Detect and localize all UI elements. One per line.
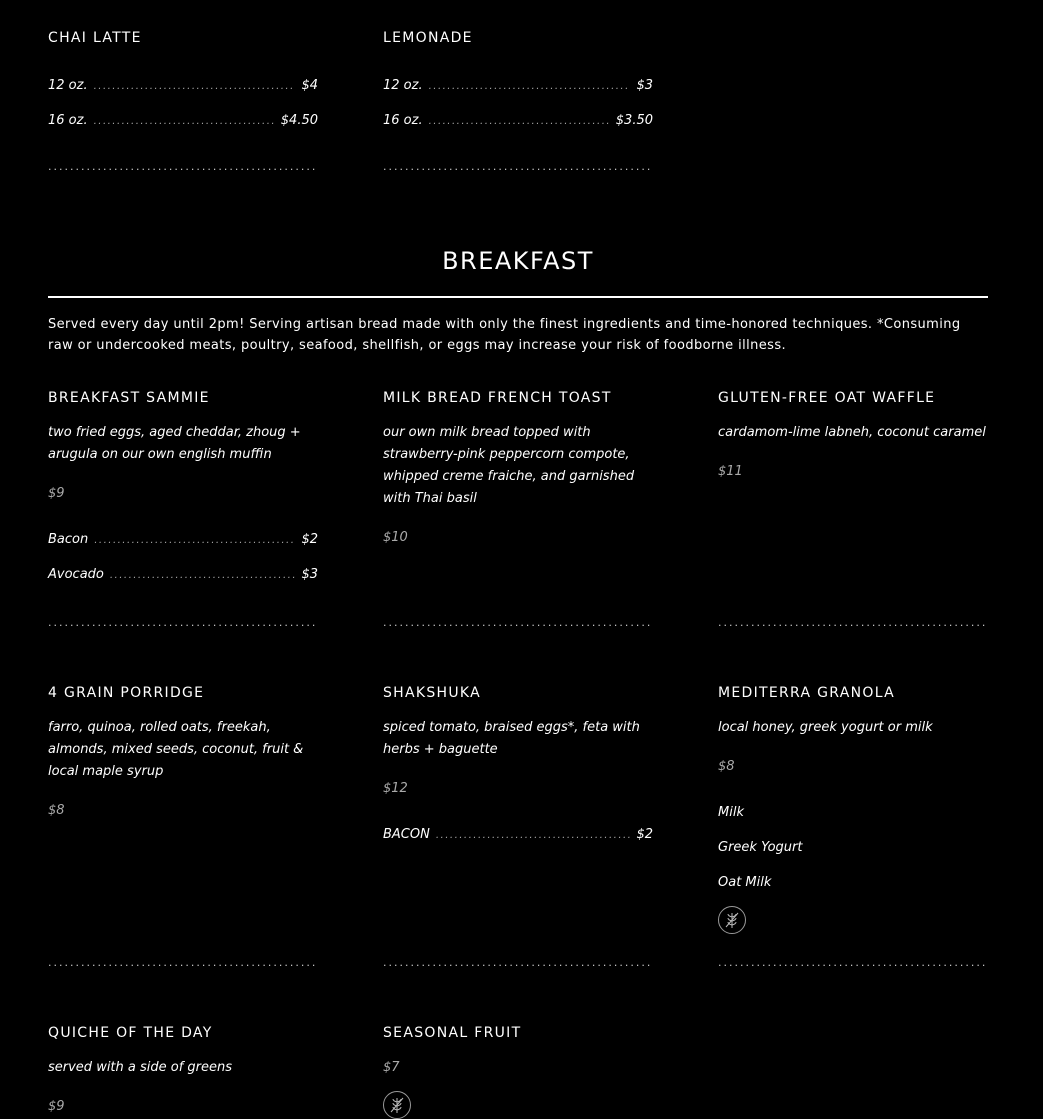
item-title: MILK BREAD FRENCH TOAST bbox=[383, 390, 612, 406]
menu-item-mediterra-granola bbox=[718, 684, 988, 934]
menu-item-breakfast-sammie bbox=[48, 389, 318, 601]
menu-item-lemonade bbox=[383, 29, 653, 147]
item-price: $8 bbox=[48, 803, 65, 818]
dotted-divider bbox=[383, 616, 653, 630]
menu-item-chai-latte bbox=[48, 29, 318, 147]
item-price: $7 bbox=[383, 1060, 400, 1075]
item-description: served with a side of greens bbox=[48, 1060, 233, 1075]
menu-item-seasonal-fruit bbox=[383, 1024, 653, 1119]
item-description: two fried eggs, aged cheddar, zhoug + arugula on our own english muffin bbox=[48, 425, 301, 462]
dotted-divider bbox=[383, 956, 653, 970]
item-title: SHAKSHUKA bbox=[383, 685, 482, 701]
item-price: $11 bbox=[718, 464, 743, 479]
item-title: BREAKFAST SAMMIE bbox=[48, 390, 210, 406]
item-price: $10 bbox=[383, 530, 408, 545]
section-title: BREAKFAST bbox=[442, 247, 594, 275]
choice-option: Oat Milk bbox=[718, 875, 772, 890]
dotted-divider bbox=[718, 616, 988, 630]
addon-option: BACON ..... $2 bbox=[383, 826, 653, 844]
menu-item-shakshuka bbox=[383, 684, 653, 861]
choice-option: Milk bbox=[718, 805, 744, 820]
item-title: LEMONADE bbox=[383, 30, 473, 46]
item-description: spiced tomato, braised eggs*, feta with herbs + baguette bbox=[383, 720, 640, 757]
gluten-free-icon bbox=[718, 906, 746, 934]
gluten-free-icon bbox=[383, 1091, 411, 1119]
menu-item-milk-bread-french-toast bbox=[383, 389, 653, 547]
item-description: cardamom-lime labneh, coconut caramel bbox=[718, 425, 986, 440]
menu-item-quiche-of-the-day bbox=[48, 1024, 318, 1116]
dotted-divider bbox=[48, 160, 318, 174]
addon-option: Bacon ..... $2 bbox=[48, 531, 318, 549]
item-title: 4 GRAIN PORRIDGE bbox=[48, 685, 205, 701]
size-option: 12 oz. ..... $4 bbox=[48, 77, 318, 95]
section-rule bbox=[48, 296, 988, 298]
menu-item-gluten-free-oat-waffle bbox=[718, 389, 988, 481]
menu-item-4-grain-porridge bbox=[48, 684, 318, 820]
item-description: our own milk bread topped with strawberry-pink peppercorn compote, whipped creme fraiche, and garnished with Thai basil bbox=[383, 425, 635, 506]
dotted-divider bbox=[48, 616, 318, 630]
dotted-divider bbox=[383, 160, 653, 174]
size-option: 16 oz. ..... $4.50 bbox=[48, 112, 318, 130]
dotted-divider bbox=[48, 956, 318, 970]
item-price: $9 bbox=[48, 486, 65, 501]
item-title: CHAI LATTE bbox=[48, 30, 142, 46]
size-option: 12 oz. ..... $3 bbox=[383, 77, 653, 95]
item-title: QUICHE OF THE DAY bbox=[48, 1025, 213, 1041]
size-option: 16 oz. ..... $3.50 bbox=[383, 112, 653, 130]
item-price: $9 bbox=[48, 1099, 65, 1114]
choice-option: Greek Yogurt bbox=[718, 840, 803, 855]
item-price: $12 bbox=[383, 781, 408, 796]
addon-option: Avocado ..... $3 bbox=[48, 566, 318, 584]
item-title: GLUTEN-FREE OAT WAFFLE bbox=[718, 390, 936, 406]
item-description: local honey, greek yogurt or milk bbox=[718, 720, 933, 735]
item-description: farro, quinoa, rolled oats, freekah, almonds, mixed seeds, coconut, fruit & local maple syrup bbox=[48, 720, 304, 779]
item-title: MEDITERRA GRANOLA bbox=[718, 685, 896, 701]
item-title: SEASONAL FRUIT bbox=[383, 1025, 522, 1041]
dotted-divider bbox=[718, 956, 988, 970]
section-description: Served every day until 2pm! Serving artisan bread made with only the finest ingredients and time-honored techniques. *Consuming raw or undercooked meats, poultry, seafood, shellfish, or eggs may increase your risk of foodborne illness. bbox=[48, 317, 961, 353]
item-price: $8 bbox=[718, 759, 735, 774]
